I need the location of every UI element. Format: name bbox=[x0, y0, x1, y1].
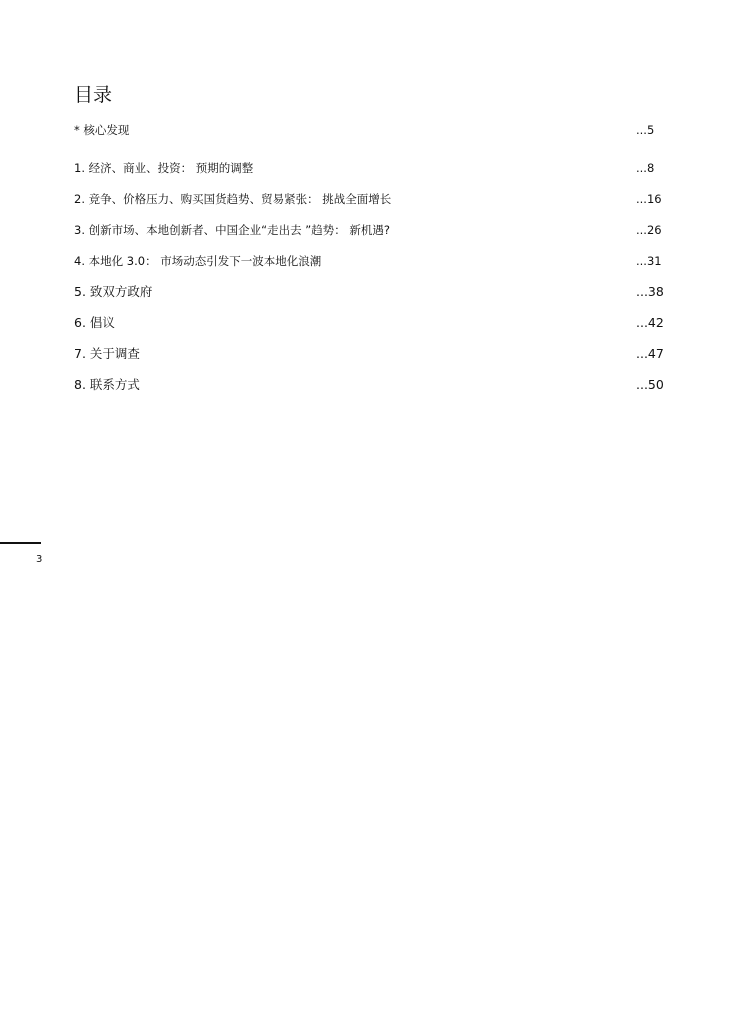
toc-entry-5[interactable] bbox=[74, 282, 666, 302]
toc-entry-2[interactable] bbox=[74, 189, 666, 209]
toc-entry-page: ...8 bbox=[636, 161, 655, 175]
toc-entry-1[interactable] bbox=[74, 158, 666, 178]
toc-entry-label: 1. 经济、商业、投资： 预期的调整 bbox=[74, 161, 254, 175]
toc-entry-label: 2. 竞争、价格压力、购买国货趋势、贸易紧张： 挑战全面增长 bbox=[74, 192, 392, 206]
toc-entry-label: 7. 关于调查 bbox=[74, 346, 140, 361]
toc-entry-label: 5. 致双方政府 bbox=[74, 284, 153, 299]
toc-entry-page: ...47 bbox=[636, 346, 664, 361]
page-number-rule bbox=[0, 542, 41, 544]
toc-entry-page: ...16 bbox=[636, 192, 662, 206]
page-number: 3 bbox=[36, 554, 43, 565]
toc-entry-label: 4. 本地化 3.0： 市场动态引发下一波本地化浪潮 bbox=[74, 254, 322, 268]
toc-entry-7[interactable] bbox=[74, 344, 666, 364]
toc-entry-page: ...38 bbox=[636, 284, 664, 299]
toc-entry-label: 6. 倡议 bbox=[74, 315, 115, 330]
toc-entry-3[interactable] bbox=[74, 220, 666, 240]
toc-entry-page: ...26 bbox=[636, 223, 662, 237]
toc-title: 目录 bbox=[74, 84, 113, 106]
toc-entry-label: 8. 联系方式 bbox=[74, 377, 140, 392]
toc-entry-4[interactable] bbox=[74, 251, 666, 271]
toc-entry-page: ...5 bbox=[636, 123, 655, 137]
toc-entry-6[interactable] bbox=[74, 313, 666, 333]
toc-entry-key-findings[interactable] bbox=[74, 120, 666, 140]
toc-entry-8[interactable] bbox=[74, 375, 666, 395]
toc-entry-label: 3. 创新市场、本地创新者、中国企业“走出去 ”趋势： 新机遇? bbox=[74, 223, 390, 237]
toc-entry-page: ...42 bbox=[636, 315, 664, 330]
toc-entry-page: ...50 bbox=[636, 377, 664, 392]
toc-entry-label: * 核心发现 bbox=[74, 123, 130, 137]
toc-entry-page: ...31 bbox=[636, 254, 662, 268]
